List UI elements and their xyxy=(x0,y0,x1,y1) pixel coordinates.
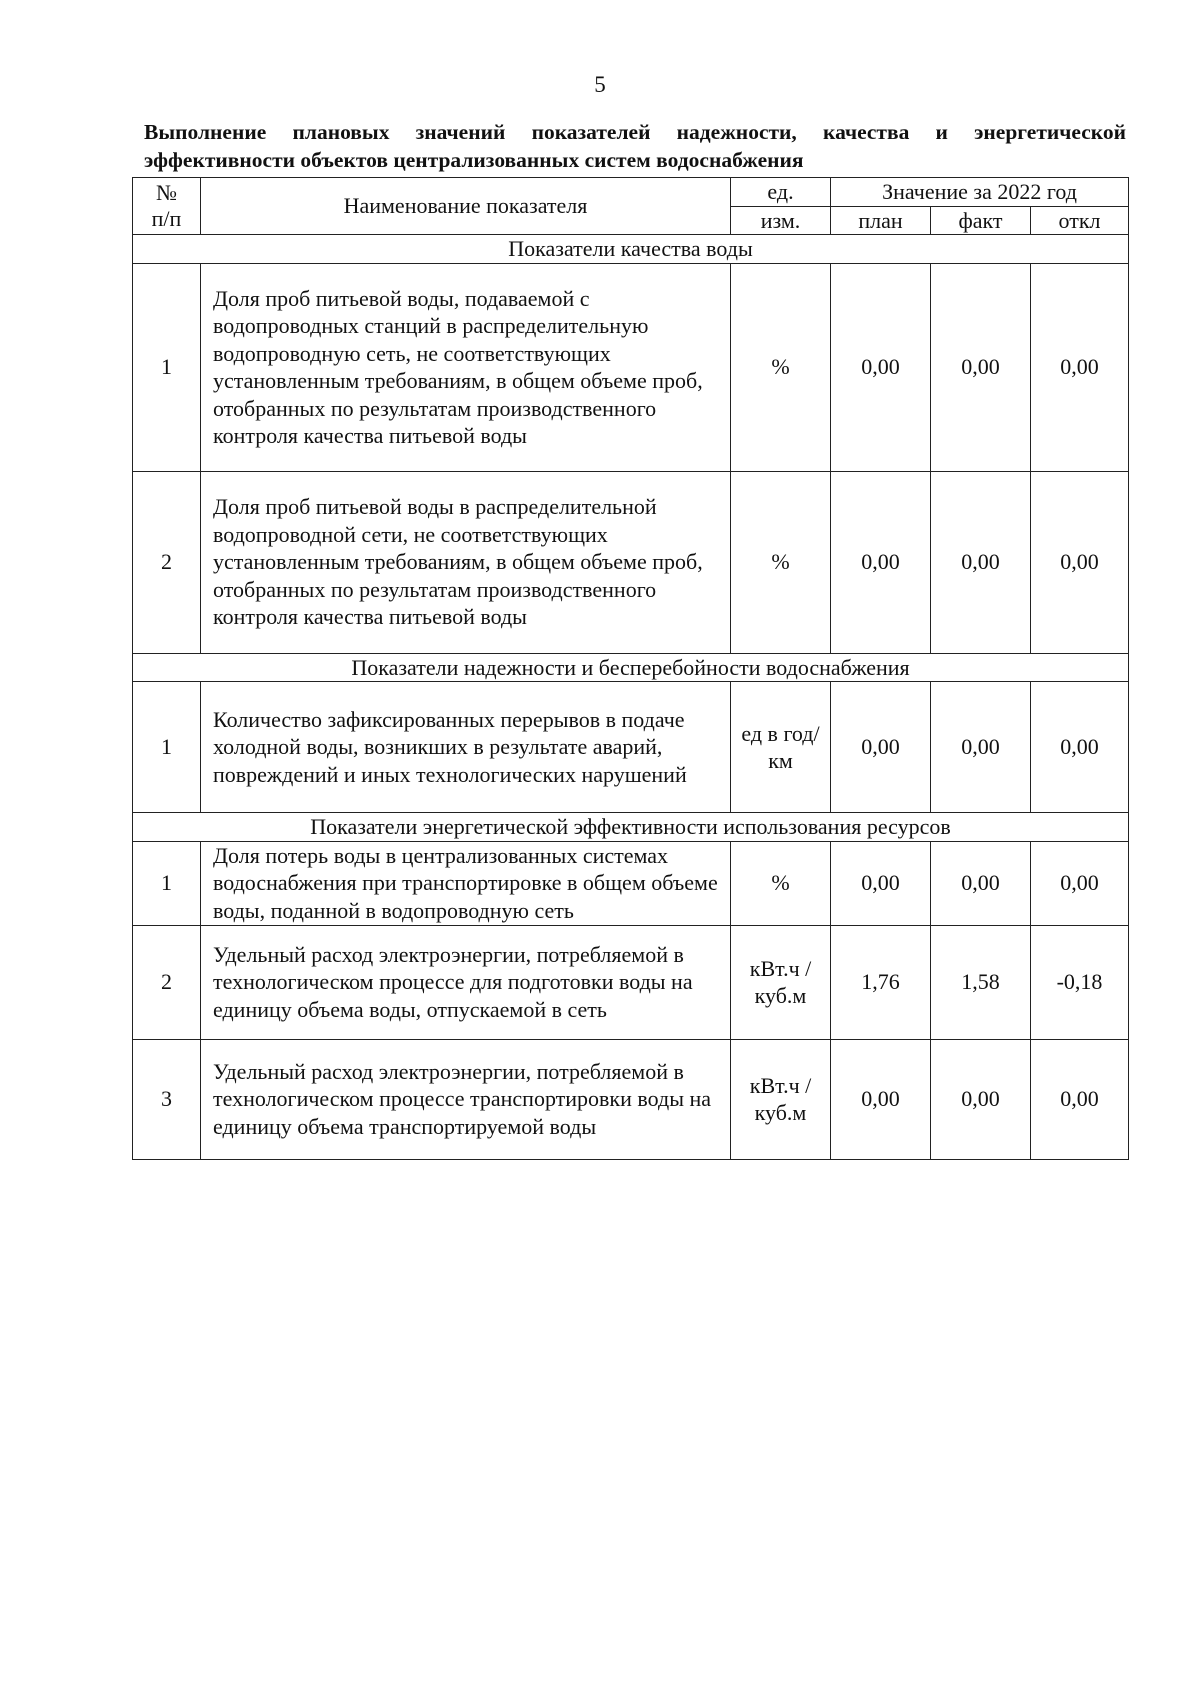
unit-cell: % xyxy=(731,841,831,925)
unit-cell: % xyxy=(731,263,831,471)
fact-value: 0,00 xyxy=(931,841,1031,925)
header-number-abbr: п/п xyxy=(151,206,182,231)
row-number: 2 xyxy=(133,471,201,653)
indicator-name: Удельный расход электроэнергии, потребляемой в технологическом процессе транспортировки воды на единицу объема транспортируемой воды xyxy=(201,1039,731,1159)
plan-value: 0,00 xyxy=(831,1039,931,1159)
row-number: 2 xyxy=(133,925,201,1039)
header-deviation: откл xyxy=(1031,206,1129,235)
indicator-name: Доля проб питьевой воды в распределительной водопроводной сети, не соответствующих установленным требованиям, в общем объеме проб, отобранных по результатам производственного контроля качества питьевой воды xyxy=(201,471,731,653)
fact-value: 0,00 xyxy=(931,471,1031,653)
header-number-symbol: № xyxy=(156,180,177,205)
header-unit-line2: изм. xyxy=(731,206,831,235)
deviation-value: 0,00 xyxy=(1031,471,1129,653)
section-row xyxy=(133,235,1129,264)
table-row xyxy=(133,471,1129,653)
unit-cell: кВт.ч / куб.м xyxy=(731,925,831,1039)
header-row-1 xyxy=(133,178,1129,207)
plan-value: 0,00 xyxy=(831,841,931,925)
row-number: 1 xyxy=(133,841,201,925)
row-number: 1 xyxy=(133,682,201,813)
row-number: 3 xyxy=(133,1039,201,1159)
indicator-name: Количество зафиксированных перерывов в подаче холодной воды, возникших в результате аварий, повреждений и иных технологических нарушений xyxy=(201,682,731,813)
fact-value: 0,00 xyxy=(931,1039,1031,1159)
plan-value: 0,00 xyxy=(831,263,931,471)
section-title: Показатели надежности и бесперебойности водоснабжения xyxy=(133,653,1129,682)
document-heading: Выполнение плановых значений показателей надежности, качества и энергетической эффективности объектов централизованных систем водоснабжения xyxy=(144,120,1126,172)
deviation-value: -0,18 xyxy=(1031,925,1129,1039)
header-fact: факт xyxy=(931,206,1031,235)
table-row xyxy=(133,925,1129,1039)
page-number: 5 xyxy=(594,72,606,97)
indicator-name: Удельный расход электроэнергии, потребляемой в технологическом процессе для подготовки воды на единицу объема воды, отпускаемой в сеть xyxy=(201,925,731,1039)
fact-value: 0,00 xyxy=(931,682,1031,813)
indicators-table xyxy=(132,177,1129,1160)
section-title: Показатели энергетической эффективности использования ресурсов xyxy=(133,813,1129,842)
fact-value: 0,00 xyxy=(931,263,1031,471)
row-number: 1 xyxy=(133,263,201,471)
fact-value: 1,58 xyxy=(931,925,1031,1039)
unit-cell: ед в год/ км xyxy=(731,682,831,813)
plan-value: 0,00 xyxy=(831,471,931,653)
table-row xyxy=(133,682,1129,813)
section-title: Показатели качества воды xyxy=(133,235,1129,264)
deviation-value: 0,00 xyxy=(1031,1039,1129,1159)
header-values-group: Значение за 2022 год xyxy=(831,178,1129,207)
header-unit-line1: ед. xyxy=(731,178,831,207)
header-plan: план xyxy=(831,206,931,235)
header-number-cell xyxy=(133,178,201,235)
unit-cell: % xyxy=(731,471,831,653)
table-row xyxy=(133,1039,1129,1159)
indicator-name: Доля проб питьевой воды, подаваемой с водопроводных станций в распределительную водопроводную сеть, не соответствующих установленным требованиям, в общем объеме проб, отобранных по результатам производственного контроля качества питьевой воды xyxy=(201,263,731,471)
deviation-value: 0,00 xyxy=(1031,263,1129,471)
plan-value: 0,00 xyxy=(831,682,931,813)
section-row xyxy=(133,653,1129,682)
unit-cell: кВт.ч / куб.м xyxy=(731,1039,831,1159)
table-row xyxy=(133,841,1129,925)
plan-value: 1,76 xyxy=(831,925,931,1039)
header-name: Наименование показателя xyxy=(201,178,731,235)
indicator-name: Доля потерь воды в централизованных системах водоснабжения при транспортировке в общем объеме воды, поданной в водопроводную сеть xyxy=(201,841,731,925)
deviation-value: 0,00 xyxy=(1031,682,1129,813)
deviation-value: 0,00 xyxy=(1031,841,1129,925)
table-row xyxy=(133,263,1129,471)
section-row xyxy=(133,813,1129,842)
